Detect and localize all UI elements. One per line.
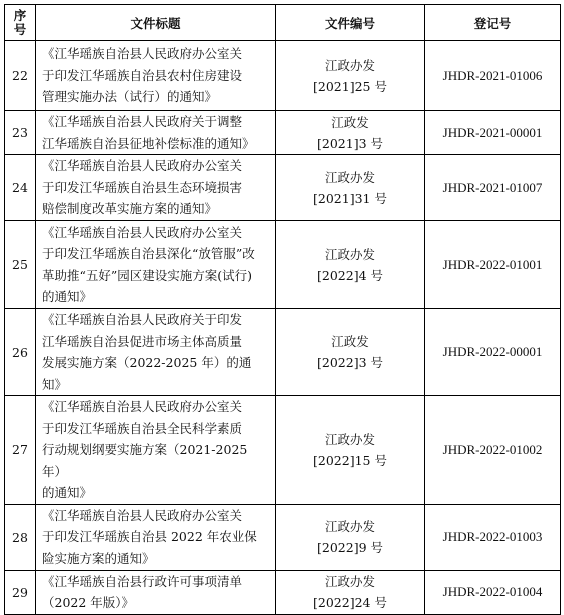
table-row [5,570,561,614]
document-title [36,221,276,309]
title-line: 《江华瑶族自治县人民政府办公室关 [42,399,243,414]
table-row [5,396,561,505]
document-number [276,41,425,111]
row-number: 22 [5,41,36,111]
title-line: 于印发江华瑶族自治县生态环境损害 [42,179,243,195]
title-line: 于印发江华瑶族自治县全民科学素质 [42,420,243,436]
title-line: 赔偿制度改革实施方案的通知》 [42,201,218,217]
title-line: 的通知》 [42,289,93,304]
title-line: 《江华瑶族自治县人民政府关于印发 [42,312,243,327]
doc-number-line: [2022]24 号 [313,595,387,610]
document-number [276,111,425,155]
registration-number: JHDR-2021-01007 [425,155,561,221]
document-number [276,155,425,221]
title-line: 《江华瑶族自治县人民政府办公室关 [42,507,243,523]
header-seq-line2: 号 [13,21,27,37]
table-row [5,41,561,111]
document-number [276,221,425,309]
doc-number-line: [2021]31 号 [313,190,387,206]
doc-number-line: 江政办发 [324,574,375,589]
doc-number-line: [2022]9 号 [317,540,383,555]
document-title [36,396,276,505]
registration-number: JHDR-2021-01006 [425,41,561,111]
doc-number-line: [2022]3 号 [317,355,383,370]
document-number [276,570,425,614]
title-line: 《江华瑶族自治县人民政府办公室关 [42,46,243,62]
title-line: 于印发江华瑶族自治县深化“放管服”改 [42,246,255,261]
header-seq-line1: 序 [13,7,27,23]
header-doc-no: 文件编号 [276,5,425,41]
document-number [276,309,425,396]
title-line: 江华瑶族自治县促进市场主体高质量 [42,333,243,349]
document-title [36,41,276,111]
row-number: 26 [5,309,36,396]
registration-number: JHDR-2022-01004 [425,570,561,614]
title-line: 管理实施办法（试行）的通知》 [42,89,218,105]
table-body [5,41,561,615]
doc-number-line: [2021]3 号 [317,135,383,151]
title-line: 《江华瑶族自治县人民政府办公室关 [42,158,243,174]
title-line: 《江华瑶族自治县人民政府办公室关 [42,224,243,240]
doc-number-line: 江政办发 [324,431,375,447]
title-line: 《江华瑶族自治县人民政府关于调整 [42,114,243,129]
row-number: 27 [5,396,36,505]
row-number: 25 [5,221,36,309]
registration-number: JHDR-2022-01002 [425,396,561,505]
doc-number-line: 江政办发 [324,519,375,534]
document-table [4,4,561,615]
document-title [36,309,276,396]
title-line: 行动规划纲要实施方案（2021-2025 年） [42,442,248,479]
title-line: 《江华瑶族自治县行政许可事项清单 [42,573,243,589]
row-number: 23 [5,111,36,155]
registration-number: JHDR-2022-00001 [425,309,561,396]
table-row [5,309,561,396]
document-title [36,155,276,221]
doc-number-line: 江政发 [331,334,369,349]
document-title [36,111,276,155]
table-row [5,504,561,570]
doc-number-line: 江政办发 [324,57,375,73]
title-line: 险实施方案的通知》 [42,550,155,566]
title-line: 于印发江华瑶族自治县农村住房建设 [42,67,243,83]
registration-number: JHDR-2022-01001 [425,221,561,309]
row-number: 28 [5,504,36,570]
row-number: 24 [5,155,36,221]
header-seq [5,5,36,41]
doc-number-line: 江政发 [331,114,369,130]
header-reg-no: 登记号 [425,5,561,41]
document-number [276,396,425,505]
table-row [5,221,561,309]
title-line: 的通知》 [42,485,93,500]
title-line: （2022 年版）》 [42,595,135,610]
document-title [36,504,276,570]
registration-number: JHDR-2021-00001 [425,111,561,155]
title-line: 江华瑶族自治县征地补偿标准的通知》 [42,135,255,151]
document-number [276,504,425,570]
title-line: 于印发江华瑶族自治县 2022 年农业保 [42,529,257,545]
doc-number-line: [2021]25 号 [313,78,387,94]
doc-number-line: 江政办发 [324,246,375,262]
doc-number-line: [2022]4 号 [317,267,383,283]
title-line: 革助推“五好”园区建设实施方案(试行) [42,267,253,283]
title-line: 发展实施方案（2022-2025 年）的通知》 [42,355,252,392]
header-row [5,5,561,41]
document-title [36,570,276,614]
row-number: 29 [5,570,36,614]
table-row [5,111,561,155]
doc-number-line: [2022]15 号 [313,452,387,468]
table-row [5,155,561,221]
registration-number: JHDR-2022-01003 [425,504,561,570]
header-title: 文件标题 [36,5,276,41]
doc-number-line: 江政办发 [324,169,375,185]
